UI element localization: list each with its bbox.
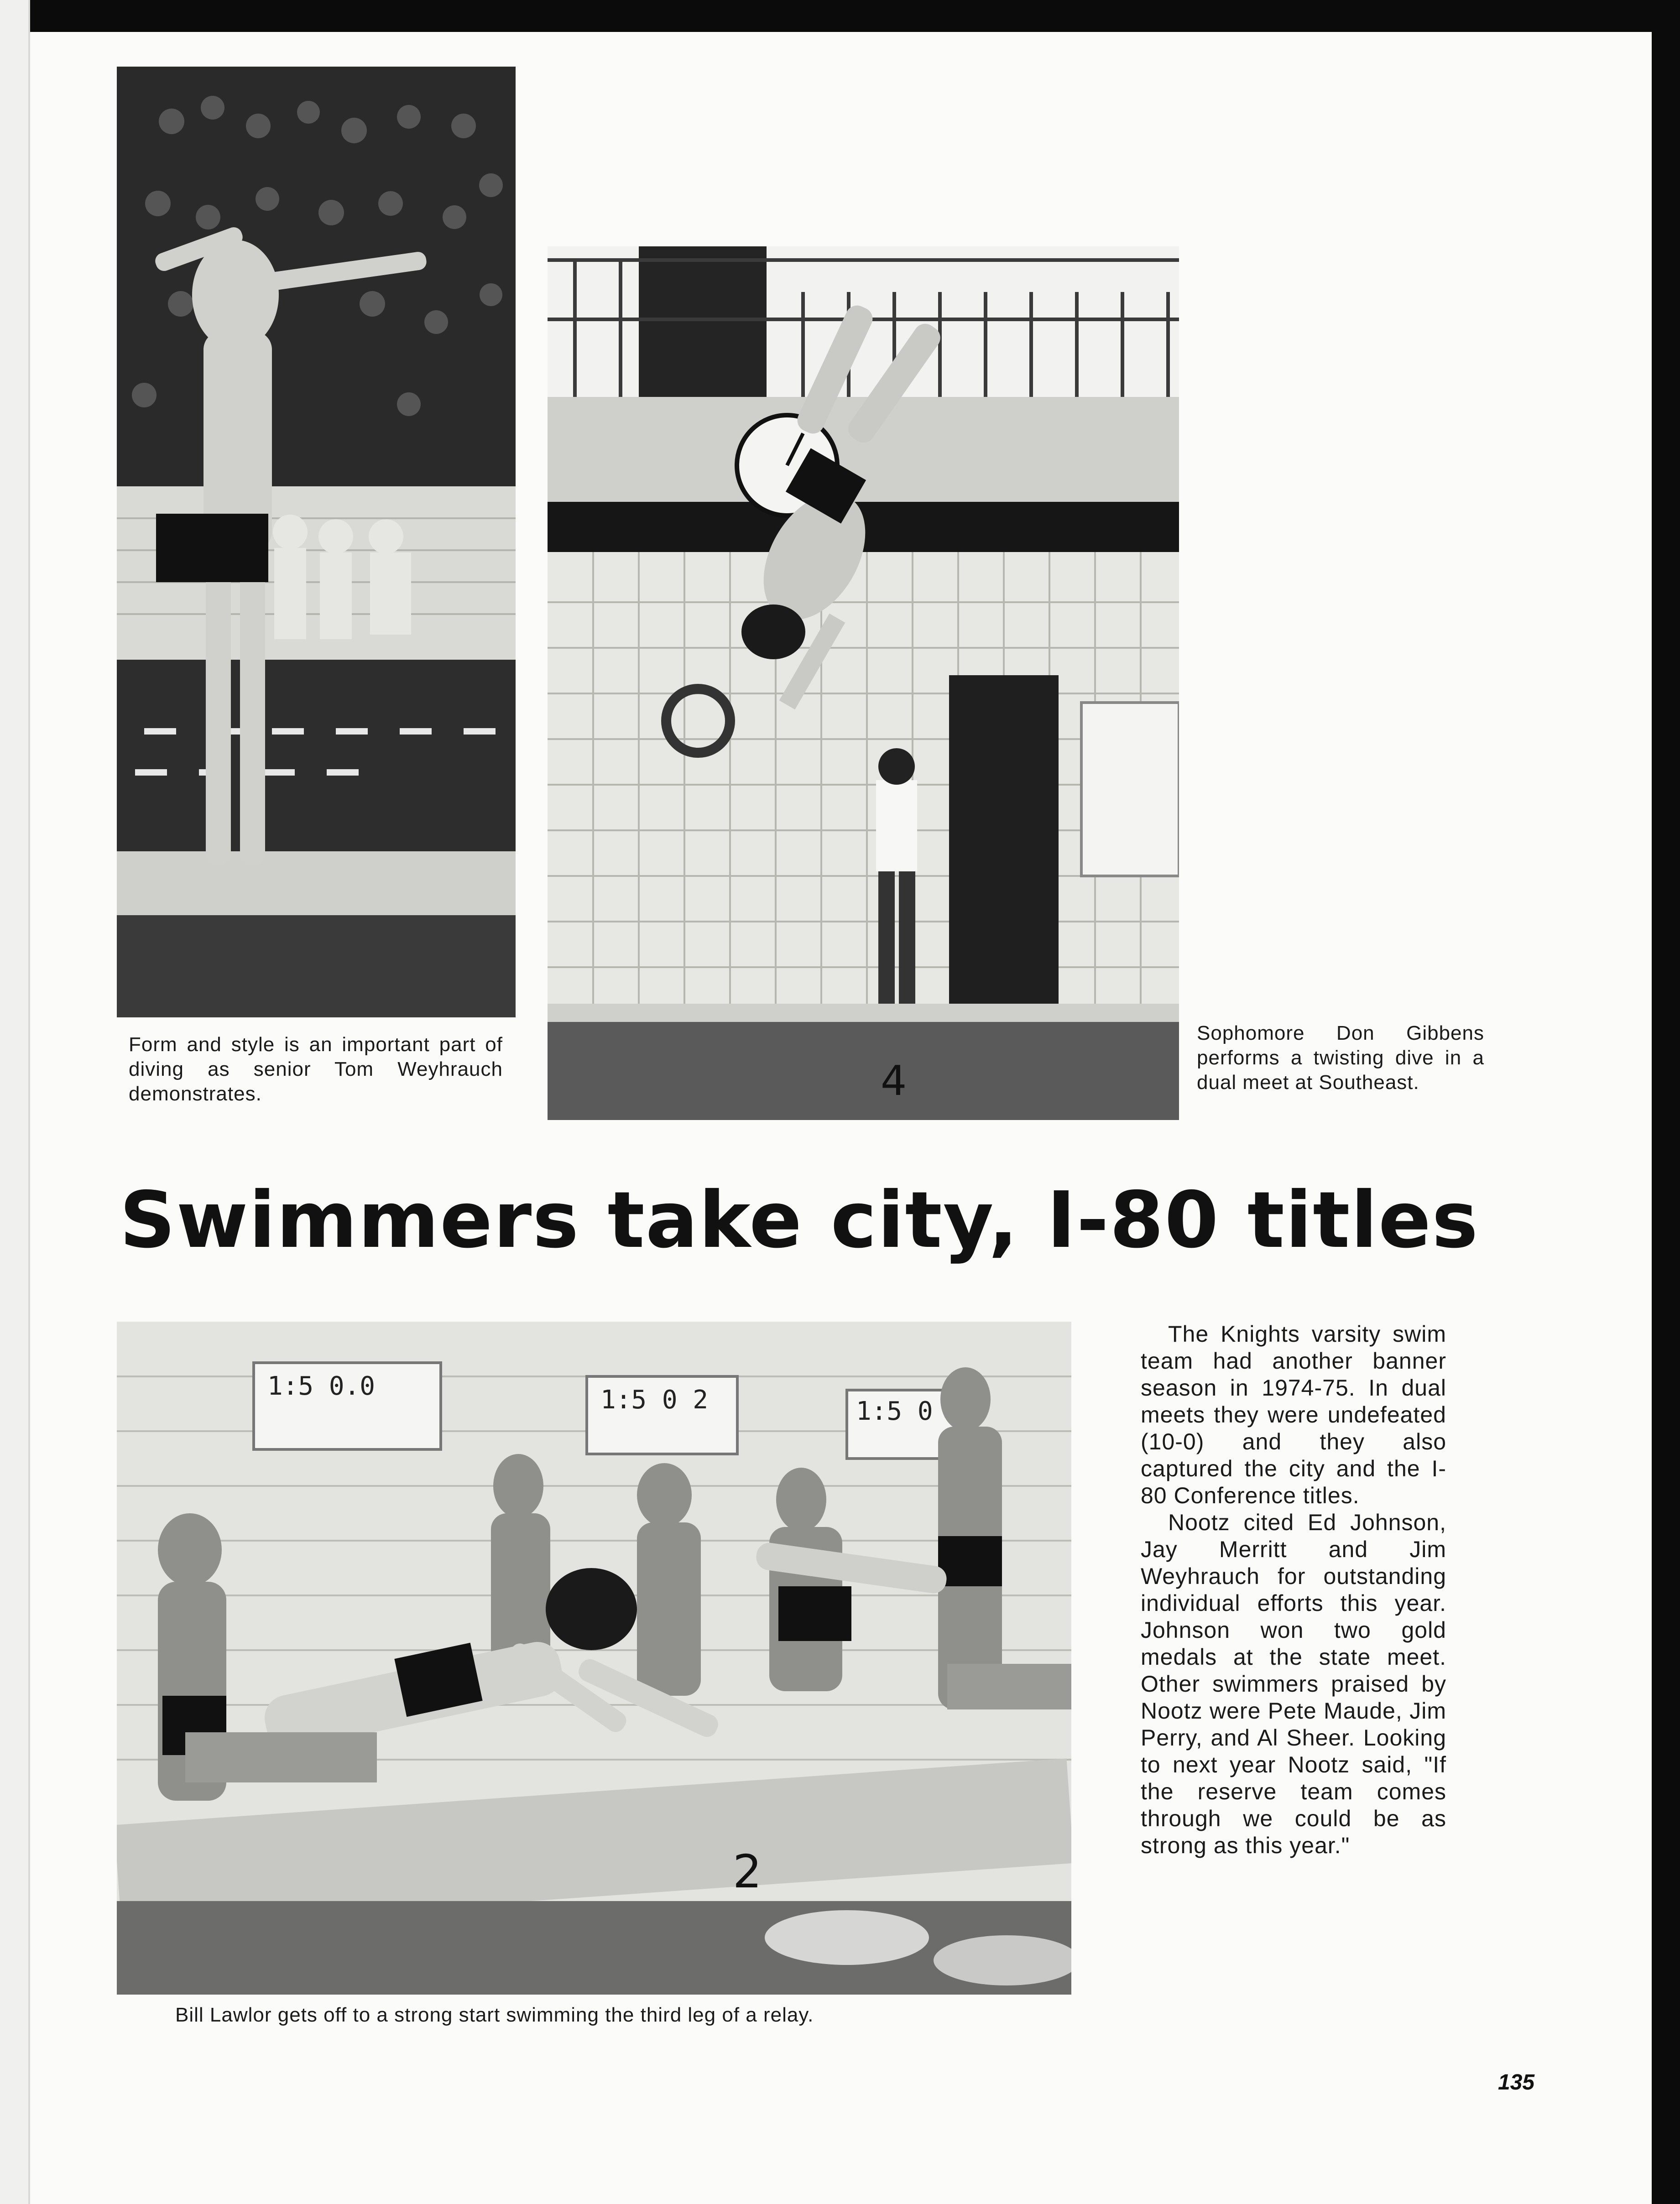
svg-text:4: 4 [881, 1057, 907, 1105]
article-paragraph: The Knights varsity swim team had another banner season in 1974-75. In dual meets they were undefeated (10-0) and they also captured the city and the I-80 Conference titles. [1141, 1321, 1446, 1508]
svg-text:2: 2 [733, 1845, 762, 1898]
diver-dive-photo [548, 246, 1179, 1120]
svg-text:1:5 0 2: 1:5 0 2 [600, 1385, 709, 1415]
article-paragraph: Nootz cited Ed Johnson, Jay Merritt and Jim Weyhrauch for outstanding individual efforts this year. Johnson won two gold medals at the state meet. Other swimmers praised by Nootz were Pete Maude, Jim Perry, and Al Sheer. Looking to next year Nootz said, "If the reserve team comes through we could be as strong as this year." [1141, 1510, 1446, 1858]
article-body [1141, 1321, 1446, 1859]
relay-start-caption: Bill Lawlor gets off to a strong start swimming the third leg of a relay. [175, 2004, 814, 2026]
page-number: 135 [1498, 2070, 1535, 2095]
scan-top-border [0, 0, 1680, 32]
scan-left-edge [0, 0, 30, 2204]
svg-text:1:5 0.0: 1:5 0.0 [267, 1371, 376, 1401]
diver-standing-caption: Form and style is an important part of diving as senior Tom Weyhrauch demonstrates. [129, 1033, 503, 1105]
relay-start-photo [117, 1322, 1071, 1995]
diver-dive-caption: Sophomore Don Gibbens performs a twisting dive in a dual meet at Southeast. [1197, 1022, 1484, 1094]
scan-right-border [1652, 0, 1680, 2204]
diver-standing-photo [117, 67, 516, 1017]
svg-text:1:5 0: 1:5 0 [856, 1396, 933, 1426]
article-headline: Swimmers take city, I-80 titles [120, 1175, 1479, 1266]
